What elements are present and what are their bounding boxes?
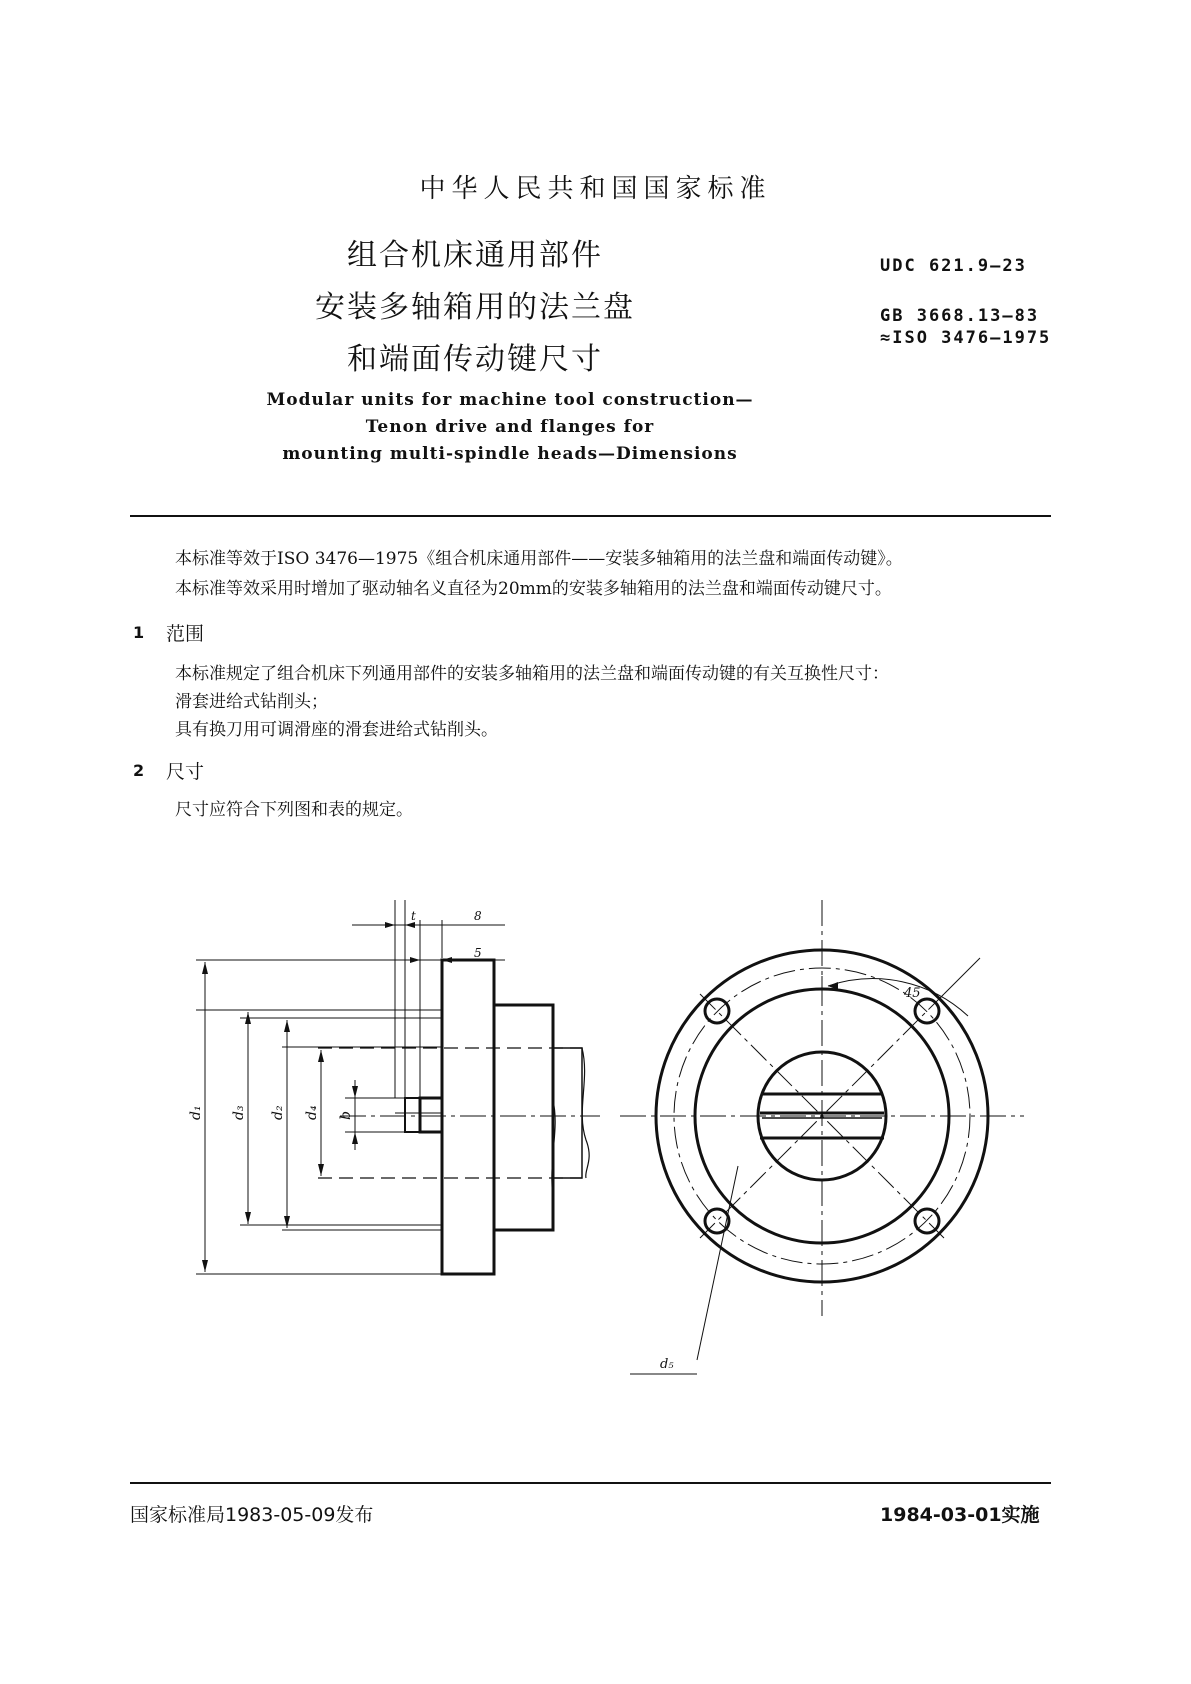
title-en-line-3: mounting multi-spindle heads—Dimensions bbox=[282, 444, 738, 464]
label-d2: d₂ bbox=[270, 1105, 286, 1120]
udc-code: UDC 621.9—23 bbox=[880, 256, 1027, 276]
label-d1: d₁ bbox=[188, 1105, 204, 1120]
section-2-paragraph-1: 尺寸应符合下列图和表的规定。 bbox=[175, 800, 413, 820]
title-en-line-1: Modular units for machine tool construction— bbox=[266, 390, 754, 410]
label-5: 5 bbox=[474, 946, 482, 960]
label-d5: d₅ bbox=[660, 1357, 674, 1372]
label-t: t bbox=[411, 909, 416, 923]
section-1-paragraph-1: 本标准规定了组合机床下列通用部件的安装多轴箱用的法兰盘和端面传动键的有关互换性尺寸： bbox=[175, 664, 889, 684]
gb-code: GB 3668.13—83 bbox=[880, 306, 1040, 326]
iso-code: ≈ISO 3476—1975 bbox=[880, 328, 1052, 348]
effective-date: 1984-03-01实施 bbox=[880, 1504, 1040, 1526]
label-b: b bbox=[338, 1111, 354, 1120]
section-2-title: 尺寸 bbox=[166, 761, 205, 783]
issued-date: 国家标准局1983-05-09发布 bbox=[130, 1504, 374, 1526]
title-cn-line-3: 和端面传动键尺寸 bbox=[347, 342, 603, 377]
title-en-line-2: Tenon drive and flanges for bbox=[365, 417, 655, 437]
front-view bbox=[620, 900, 1024, 1374]
intro-paragraph-2: 本标准等效采用时增加了驱动轴名义直径为20mm的安装多轴箱用的法兰盘和端面传动键尺寸。 bbox=[175, 579, 892, 599]
title-cn-line-1: 组合机床通用部件 bbox=[347, 238, 603, 273]
side-view bbox=[196, 900, 600, 1274]
section-2-number: 2 bbox=[133, 761, 145, 780]
section-1-paragraph-3: 具有换刀用可调滑座的滑套进给式钻削头。 bbox=[175, 720, 498, 740]
footer-divider bbox=[130, 1482, 1051, 1484]
section-1-paragraph-2: 滑套进给式钻削头； bbox=[175, 692, 328, 712]
label-8: 8 bbox=[474, 909, 482, 923]
intro-paragraph-1: 本标准等效于ISO 3476—1975《组合机床通用部件——安装多轴箱用的法兰盘和端面传动键》。 bbox=[175, 549, 903, 569]
national-standard-heading: 中华人民共和国国家标准 bbox=[419, 174, 772, 204]
label-d3: d₃ bbox=[231, 1105, 247, 1120]
flange-plate bbox=[442, 960, 494, 1274]
label-d4: d₄ bbox=[304, 1105, 320, 1120]
title-cn-line-2: 安装多轴箱用的法兰盘 bbox=[315, 290, 635, 325]
section-1-number: 1 bbox=[133, 623, 145, 642]
label-45: 45 bbox=[904, 986, 921, 1001]
section-1-title: 范围 bbox=[166, 623, 205, 645]
